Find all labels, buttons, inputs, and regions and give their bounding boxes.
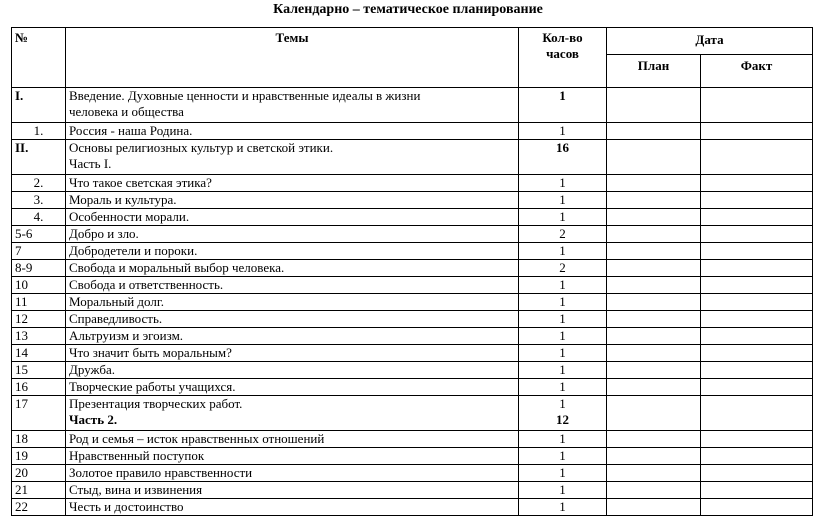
row-hours — [519, 243, 607, 260]
row-number: 15 — [12, 362, 66, 379]
plan-date-cell — [607, 396, 701, 431]
row-number: 22 — [12, 499, 66, 516]
plan-date-cell — [607, 243, 701, 260]
hours-value: 1 — [559, 243, 566, 258]
row-hours — [519, 226, 607, 243]
row-hours — [519, 431, 607, 448]
fact-date-cell — [701, 209, 813, 226]
table-row — [12, 226, 813, 243]
row-hours — [519, 311, 607, 328]
row-topic — [66, 448, 519, 465]
plan-date-cell — [607, 465, 701, 482]
row-number: 3. — [12, 192, 66, 209]
hours-value: 1 — [559, 209, 566, 224]
table-row — [12, 123, 813, 140]
fact-date-cell — [701, 345, 813, 362]
row-number: 11 — [12, 294, 66, 311]
hours-value: 1 — [559, 465, 566, 480]
plan-date-cell — [607, 379, 701, 396]
row-hours — [519, 123, 607, 140]
table-row — [12, 311, 813, 328]
header-fact: Факт — [701, 55, 813, 88]
hours-value: 1 — [559, 123, 566, 138]
fact-date-cell — [701, 277, 813, 294]
plan-date-cell — [607, 482, 701, 499]
fact-date-cell — [701, 431, 813, 448]
row-topic — [66, 482, 519, 499]
plan-date-cell — [607, 175, 701, 192]
fact-date-cell — [701, 311, 813, 328]
table-row — [12, 294, 813, 311]
row-topic — [66, 260, 519, 277]
fact-date-cell — [701, 226, 813, 243]
row-number: 2. — [12, 175, 66, 192]
header-number: № — [12, 28, 66, 88]
topic-line: Моральный долг. — [69, 294, 164, 309]
topic-line: Что значит быть моральным? — [69, 345, 232, 360]
row-hours — [519, 192, 607, 209]
row-hours — [519, 140, 607, 175]
header-hours-line1: Кол-во — [542, 30, 583, 45]
topic-line: Свобода и моральный выбор человека. — [69, 260, 285, 275]
hours-value: 1 — [559, 362, 566, 377]
hours-value: 2 — [559, 260, 566, 275]
row-hours — [519, 88, 607, 123]
topic-line: Часть 2. — [69, 412, 118, 427]
plan-date-cell — [607, 123, 701, 140]
plan-date-cell — [607, 328, 701, 345]
plan-date-cell — [607, 226, 701, 243]
header-date: Дата — [607, 28, 813, 55]
row-hours — [519, 465, 607, 482]
topic-line: Альтруизм и эгоизм. — [69, 328, 184, 343]
fact-date-cell — [701, 396, 813, 431]
fact-date-cell — [701, 499, 813, 516]
row-topic — [66, 123, 519, 140]
row-topic — [66, 209, 519, 226]
table-row — [12, 140, 813, 175]
hours-value: 1 — [559, 294, 566, 309]
topic-line: Творческие работы учащихся. — [69, 379, 236, 394]
hours-value: 1 — [559, 345, 566, 360]
header-hours — [519, 28, 607, 88]
fact-date-cell — [701, 294, 813, 311]
hours-value: 2 — [559, 226, 566, 241]
hours-value: 1 — [559, 448, 566, 463]
fact-date-cell — [701, 88, 813, 123]
table-row — [12, 209, 813, 226]
row-topic — [66, 465, 519, 482]
row-hours — [519, 345, 607, 362]
row-number: 4. — [12, 209, 66, 226]
row-topic — [66, 431, 519, 448]
plan-date-cell — [607, 140, 701, 175]
planning-table — [11, 27, 813, 516]
row-topic — [66, 379, 519, 396]
row-topic — [66, 175, 519, 192]
hours-value: 1 — [559, 499, 566, 514]
row-topic — [66, 396, 519, 431]
plan-date-cell — [607, 294, 701, 311]
header-topics: Темы — [66, 28, 519, 88]
row-topic — [66, 88, 519, 123]
row-topic — [66, 345, 519, 362]
table-row — [12, 345, 813, 362]
row-topic — [66, 226, 519, 243]
row-topic — [66, 277, 519, 294]
topic-line: Добродетели и пороки. — [69, 243, 198, 258]
plan-date-cell — [607, 260, 701, 277]
fact-date-cell — [701, 243, 813, 260]
topic-line: человека и общества — [69, 104, 184, 119]
row-number: 18 — [12, 431, 66, 448]
fact-date-cell — [701, 328, 813, 345]
topic-line: Честь и достоинство — [69, 499, 184, 514]
header-hours-line2: часов — [546, 46, 579, 61]
row-hours — [519, 328, 607, 345]
topic-line: Справедливость. — [69, 311, 163, 326]
row-hours — [519, 448, 607, 465]
row-hours — [519, 260, 607, 277]
row-hours — [519, 396, 607, 431]
fact-date-cell — [701, 260, 813, 277]
topic-line: Нравственный поступок — [69, 448, 205, 463]
plan-date-cell — [607, 311, 701, 328]
row-hours — [519, 209, 607, 226]
plan-date-cell — [607, 277, 701, 294]
fact-date-cell — [701, 448, 813, 465]
topic-line: Часть I. — [69, 156, 112, 171]
topic-line: Добро и зло. — [69, 226, 139, 241]
topic-line: Презентация творческих работ. — [69, 396, 243, 411]
hours-value: 1 — [559, 431, 566, 446]
row-topic — [66, 499, 519, 516]
row-number: 5-6 — [12, 226, 66, 243]
plan-date-cell — [607, 192, 701, 209]
topic-line: Что такое светская этика? — [69, 175, 212, 190]
topic-line: Род и семья – исток нравственных отношений — [69, 431, 325, 446]
row-number: 13 — [12, 328, 66, 345]
table-row — [12, 499, 813, 516]
plan-date-cell — [607, 209, 701, 226]
row-topic — [66, 192, 519, 209]
row-number: 8-9 — [12, 260, 66, 277]
row-number: 21 — [12, 482, 66, 499]
topic-line: Мораль и культура. — [69, 192, 177, 207]
row-hours — [519, 294, 607, 311]
topic-line: Дружба. — [69, 362, 115, 377]
hours-value: 1 — [559, 88, 566, 103]
plan-date-cell — [607, 345, 701, 362]
fact-date-cell — [701, 192, 813, 209]
fact-date-cell — [701, 362, 813, 379]
table-row — [12, 88, 813, 123]
fact-date-cell — [701, 482, 813, 499]
row-topic — [66, 243, 519, 260]
table-row — [12, 379, 813, 396]
table-row — [12, 465, 813, 482]
row-number: 12 — [12, 311, 66, 328]
table-row — [12, 260, 813, 277]
hours-value: 1 — [559, 175, 566, 190]
table-row — [12, 482, 813, 499]
row-number: 10 — [12, 277, 66, 294]
table-row — [12, 362, 813, 379]
topic-line: Введение. Духовные ценности и нравственные идеалы в жизни — [69, 88, 421, 103]
topic-line: Россия - наша Родина. — [69, 123, 193, 138]
fact-date-cell — [701, 175, 813, 192]
table-row — [12, 328, 813, 345]
table-row — [12, 277, 813, 294]
hours-value: 16 — [556, 140, 569, 155]
topic-line: Стыд, вина и извинения — [69, 482, 203, 497]
topic-line: Основы религиозных культур и светской этики. — [69, 140, 334, 155]
row-topic — [66, 328, 519, 345]
row-number: 17 — [12, 396, 66, 431]
table-row — [12, 192, 813, 209]
hours-value: 1 — [559, 482, 566, 497]
row-hours — [519, 379, 607, 396]
plan-date-cell — [607, 431, 701, 448]
row-topic — [66, 362, 519, 379]
topic-line: Особенности морали. — [69, 209, 190, 224]
fact-date-cell — [701, 465, 813, 482]
row-topic — [66, 140, 519, 175]
row-number: 14 — [12, 345, 66, 362]
table-row — [12, 431, 813, 448]
hours-value: 1 — [559, 328, 566, 343]
row-number: 20 — [12, 465, 66, 482]
row-hours — [519, 175, 607, 192]
table-row — [12, 175, 813, 192]
row-hours — [519, 277, 607, 294]
hours-value: 1 — [559, 311, 566, 326]
table-row — [12, 396, 813, 431]
row-number: 19 — [12, 448, 66, 465]
row-hours — [519, 362, 607, 379]
fact-date-cell — [701, 379, 813, 396]
plan-date-cell — [607, 362, 701, 379]
hours-value: 12 — [556, 412, 569, 427]
row-number: 1. — [12, 123, 66, 140]
plan-date-cell — [607, 499, 701, 516]
topic-line: Золотое правило нравственности — [69, 465, 253, 480]
table-row — [12, 448, 813, 465]
row-number: II. — [12, 140, 66, 175]
topic-line: Свобода и ответственность. — [69, 277, 224, 292]
row-number: 7 — [12, 243, 66, 260]
row-hours — [519, 499, 607, 516]
row-number: I. — [12, 88, 66, 123]
plan-date-cell — [607, 88, 701, 123]
header-plan: План — [607, 55, 701, 88]
hours-value: 1 — [559, 277, 566, 292]
row-hours — [519, 482, 607, 499]
row-number: 16 — [12, 379, 66, 396]
hours-value: 1 — [559, 396, 566, 411]
fact-date-cell — [701, 140, 813, 175]
hours-value: 1 — [559, 192, 566, 207]
hours-value: 1 — [559, 379, 566, 394]
page-title: Календарно – тематическое планирование — [273, 2, 543, 17]
row-topic — [66, 311, 519, 328]
row-topic — [66, 294, 519, 311]
plan-date-cell — [607, 448, 701, 465]
fact-date-cell — [701, 123, 813, 140]
table-row — [12, 243, 813, 260]
